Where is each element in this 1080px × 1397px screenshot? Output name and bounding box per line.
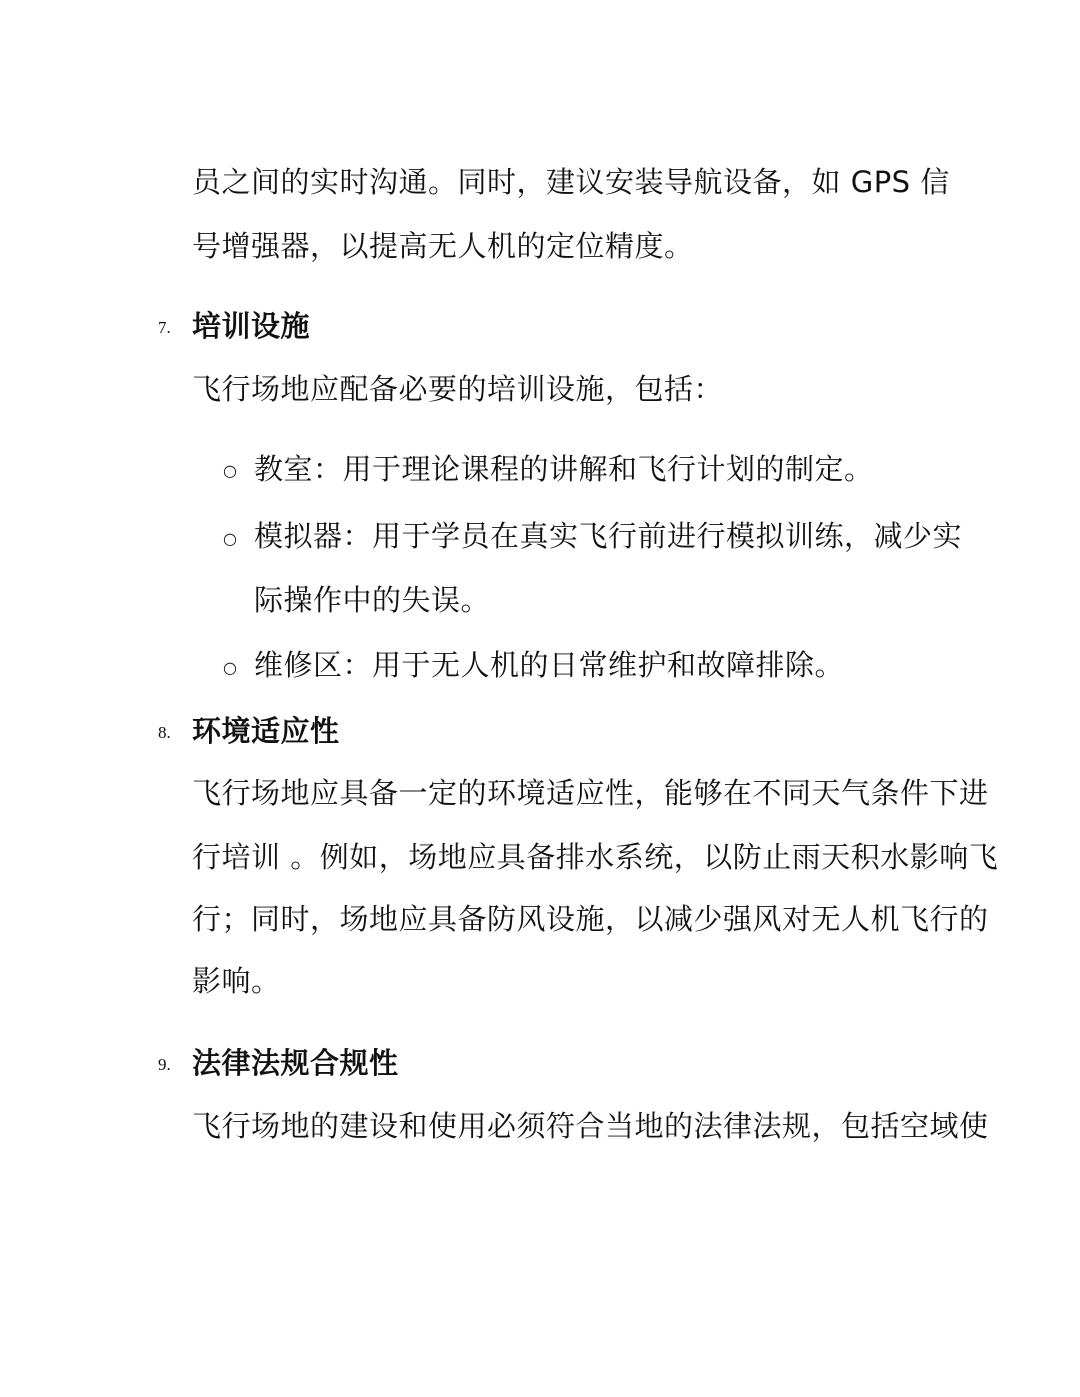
paragraph-line: 飞行场地应具备一定的环境适应性，能够在不同天气条件下进 <box>192 776 989 810</box>
paragraph-line: 员之间的实时沟通。同时，建议安装导航设备，如 GPS 信 <box>192 165 950 199</box>
list-item: 教室：用于理论课程的讲解和飞行计划的制定。 <box>254 452 874 486</box>
section-heading: 培训设施 <box>192 309 311 343</box>
bullet-circle-icon: ○ <box>223 658 237 677</box>
paragraph-line: 飞行场地的建设和使用必须符合当地的法律法规，包括空域使 <box>192 1109 989 1143</box>
list-number: 9. <box>158 1055 171 1074</box>
list-item: 模拟器：用于学员在真实飞行前进行模拟训练，减少实 <box>254 519 963 553</box>
section-heading: 环境适应性 <box>192 714 340 748</box>
list-item: 维修区：用于无人机的日常维护和故障排除。 <box>254 648 845 682</box>
paragraph-line: 行培训 。例如，场地应具备排水系统，以防止雨天积水影响飞 <box>192 840 999 874</box>
bullet-circle-icon: ○ <box>223 529 237 548</box>
list-item-continuation: 际操作中的失误。 <box>254 583 491 617</box>
bullet-circle-icon: ○ <box>223 461 237 480</box>
paragraph-line: 影响。 <box>192 964 281 998</box>
paragraph-line: 飞行场地应配备必要的培训设施，包括： <box>192 372 724 406</box>
paragraph-line: 行；同时，场地应具备防风设施，以减少强风对无人机飞行的 <box>192 902 989 936</box>
section-heading: 法律法规合规性 <box>192 1046 399 1080</box>
list-number: 7. <box>158 318 171 337</box>
paragraph-line: 号增强器，以提高无人机的定位精度。 <box>192 229 694 263</box>
list-number: 8. <box>158 723 171 742</box>
